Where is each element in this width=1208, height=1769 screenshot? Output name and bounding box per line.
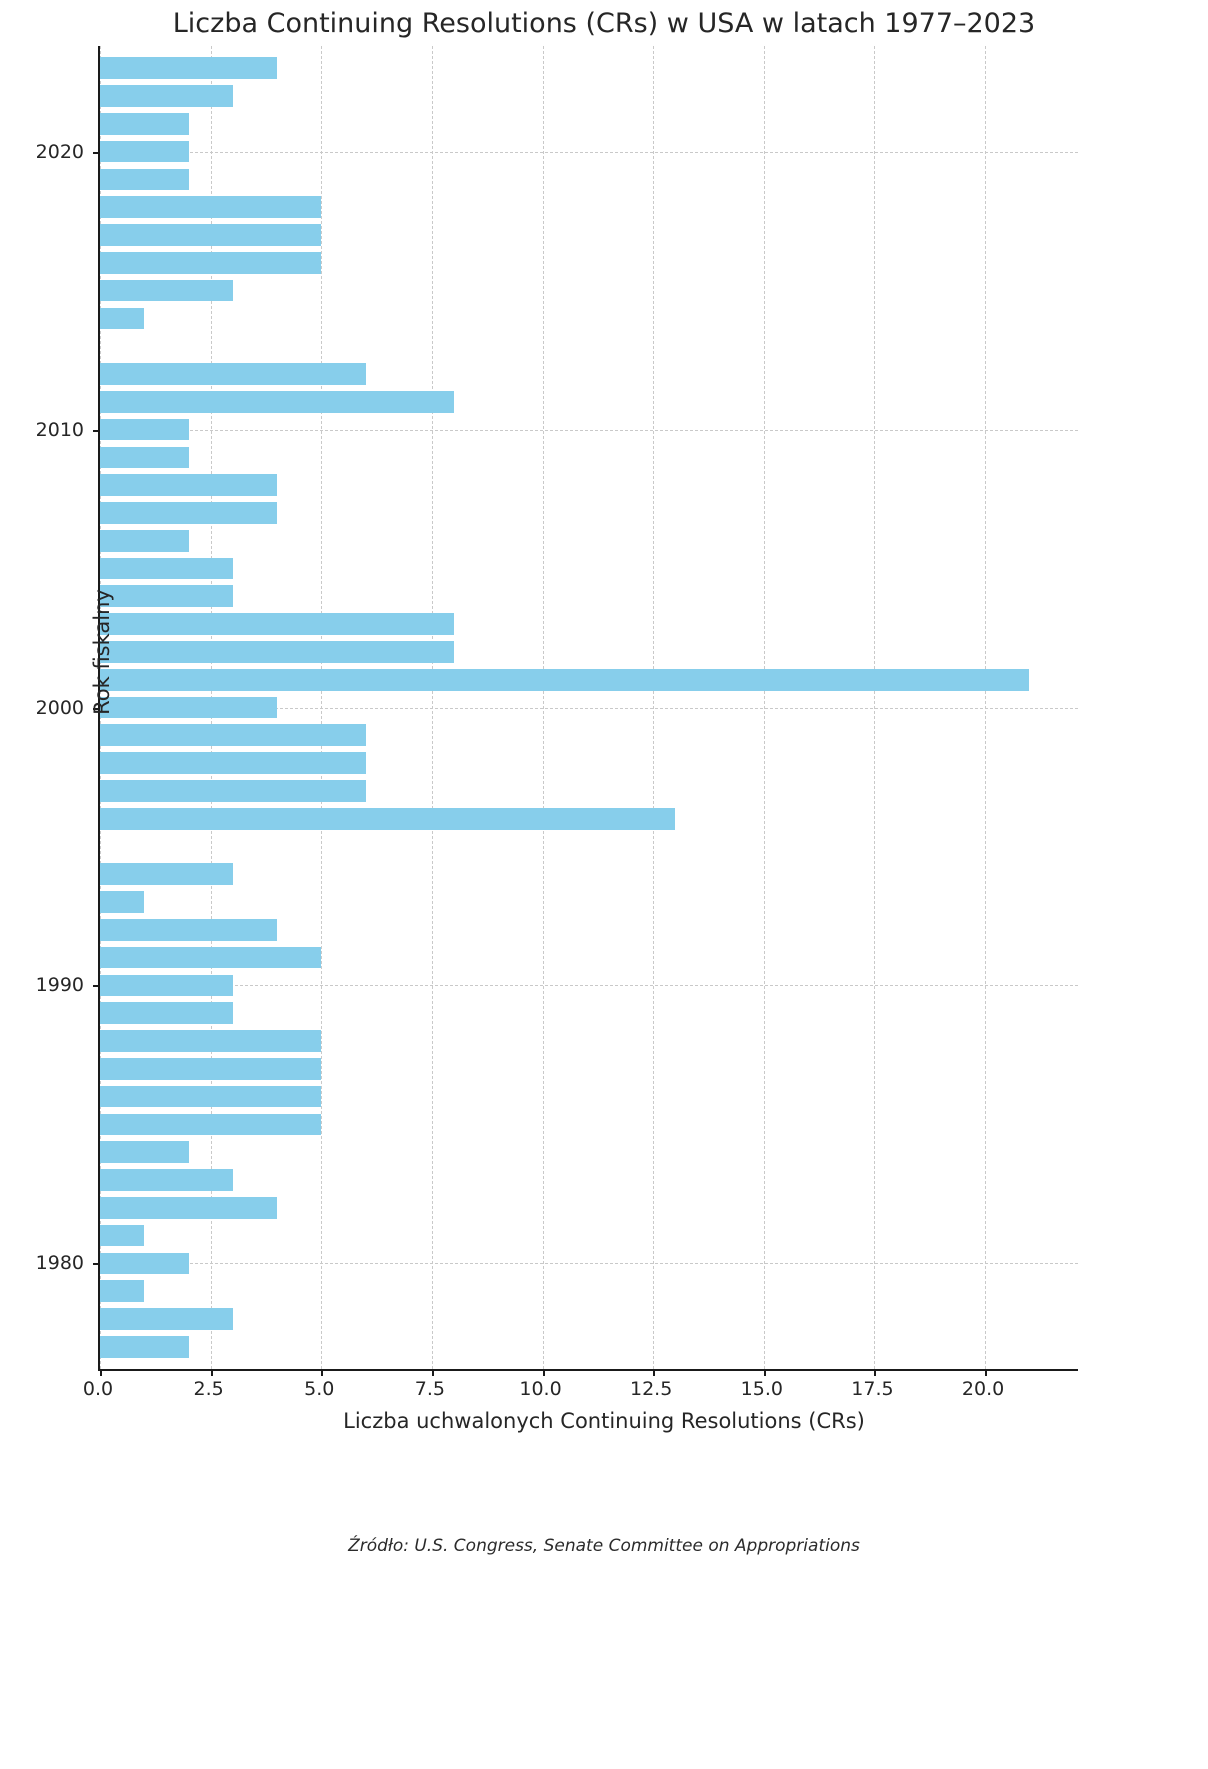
- y-tick-mark: [93, 1263, 100, 1265]
- bar: [100, 669, 1029, 691]
- x-tick-label: 12.5: [630, 1378, 673, 1400]
- x-tick-mark: [321, 1369, 323, 1376]
- bar: [100, 641, 454, 663]
- x-tick-mark: [985, 1369, 987, 1376]
- x-tick-mark: [211, 1369, 213, 1376]
- bar: [100, 585, 233, 607]
- bar: [100, 447, 189, 469]
- bar: [100, 1030, 321, 1052]
- y-tick-label: 1990: [35, 974, 84, 997]
- bar: [100, 502, 277, 524]
- bar: [100, 724, 366, 746]
- bar: [100, 808, 675, 830]
- bar: [100, 474, 277, 496]
- y-axis-label: Rok fiskalny: [90, 589, 114, 715]
- y-tick-label: 2000: [35, 696, 84, 719]
- x-tick-label: 2.5: [193, 1378, 224, 1400]
- y-tick-mark: [93, 430, 100, 432]
- y-tick-label: 1980: [35, 1252, 84, 1275]
- bar: [100, 697, 277, 719]
- bar: [100, 752, 366, 774]
- bar: [100, 1141, 189, 1163]
- bar: [100, 1336, 189, 1358]
- x-axis-label: Liczba uchwalonych Continuing Resolutions (CRs): [343, 1409, 865, 1433]
- y-tick-label: 2010: [35, 418, 84, 441]
- bar: [100, 1280, 144, 1302]
- source-note: Źródło: U.S. Congress, Senate Committee on Appropriations: [348, 1536, 860, 1556]
- bar: [100, 558, 233, 580]
- x-tick-label: 17.5: [851, 1378, 894, 1400]
- bar: [100, 975, 233, 997]
- x-tick-mark: [874, 1369, 876, 1376]
- x-tick-label: 15.0: [740, 1378, 783, 1400]
- bar: [100, 280, 233, 302]
- bar: [100, 613, 454, 635]
- bar: [100, 1225, 144, 1247]
- bar: [100, 196, 321, 218]
- bar: [100, 919, 277, 941]
- bar: [100, 1253, 189, 1275]
- bars-layer: [100, 46, 1078, 1369]
- plot-area: [98, 46, 1078, 1371]
- y-tick-mark: [93, 152, 100, 154]
- bar: [100, 863, 233, 885]
- bar: [100, 141, 189, 163]
- bar: [100, 1169, 233, 1191]
- bar: [100, 891, 144, 913]
- bar: [100, 419, 189, 441]
- x-tick-label: 0.0: [82, 1378, 114, 1400]
- bar: [100, 224, 321, 246]
- bar: [100, 1197, 277, 1219]
- x-tick-label: 20.0: [961, 1378, 1005, 1400]
- y-tick-mark: [93, 985, 100, 987]
- y-tick-label: 2020: [35, 140, 84, 163]
- x-tick-label: 10.0: [519, 1378, 562, 1400]
- bar: [100, 57, 277, 79]
- bar: [100, 780, 366, 802]
- chart-title: Liczba Continuing Resolutions (CRs) w USA w latach 1977–2023: [172, 8, 1036, 39]
- bar: [100, 363, 366, 385]
- bar: [100, 113, 189, 135]
- x-tick-mark: [653, 1369, 655, 1376]
- bar: [100, 1058, 321, 1080]
- bar: [100, 169, 189, 191]
- bar: [100, 391, 454, 413]
- bar: [100, 85, 233, 107]
- x-tick-mark: [100, 1369, 102, 1376]
- bar: [100, 308, 144, 330]
- x-tick-mark: [764, 1369, 766, 1376]
- bar: [100, 1308, 233, 1330]
- bar: [100, 1086, 321, 1108]
- x-tick-label: 5.0: [304, 1378, 335, 1400]
- x-tick-mark: [543, 1369, 545, 1376]
- x-tick-mark: [432, 1369, 434, 1376]
- bar: [100, 947, 321, 969]
- bar: [100, 252, 321, 274]
- bar: [100, 1002, 233, 1024]
- x-tick-label: 7.5: [414, 1378, 445, 1400]
- bar: [100, 1114, 321, 1136]
